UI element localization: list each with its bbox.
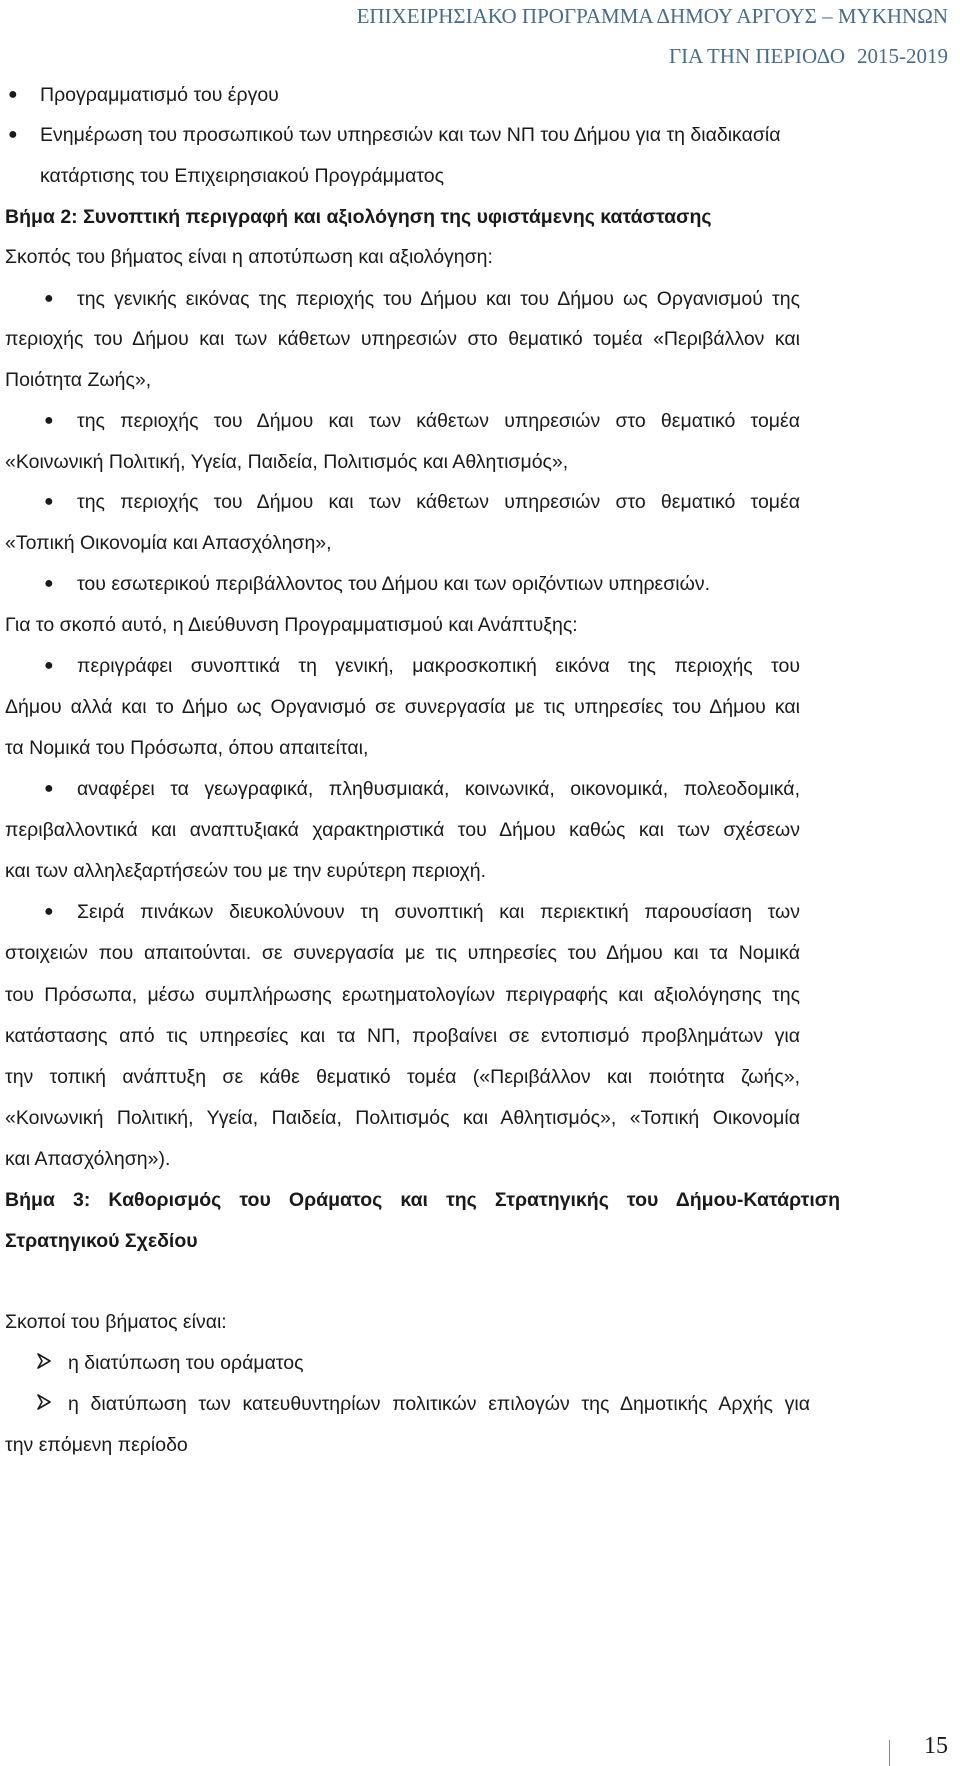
list-item-continuation: στοιχειών που απαιτούνται. σε συνεργασία με τις υπηρεσίες του Δήμου και τα Νομικά bbox=[5, 942, 800, 964]
list-item: της περιοχής του Δήμου και των κάθετων υπηρεσιών στο θεματικό τομέα bbox=[77, 410, 800, 432]
bullet-icon: ● bbox=[8, 86, 18, 103]
arrow-bullet-icon bbox=[36, 1394, 52, 1410]
list-item: περιγράφει συνοπτικά τη γενική, μακροσκοπική εικόνα της περιοχής του bbox=[77, 655, 800, 677]
list-item: Προγραμματισμό του έργου bbox=[40, 84, 279, 106]
paragraph-text: Για το σκοπό αυτό, η Διεύθυνση Προγραμματισμού και Ανάπτυξης: bbox=[5, 614, 578, 636]
paragraph-text: Σκοποί του βήματος είναι: bbox=[5, 1311, 227, 1333]
bullet-icon: ● bbox=[44, 493, 54, 510]
list-item-continuation: και των αλληλεξαρτήσεών του με την ευρύτερη περιοχή. bbox=[5, 860, 487, 882]
section-heading-continuation: Στρατηγικού Σχεδίου bbox=[5, 1230, 198, 1252]
list-item-continuation: περιοχής του Δήμου και των κάθετων υπηρεσιών στο θεματικό τομέα «Περιβάλλον και bbox=[5, 328, 800, 350]
list-item-continuation: και Απασχόληση»). bbox=[5, 1148, 171, 1170]
bullet-icon: ● bbox=[44, 412, 54, 429]
list-item-continuation: περιβαλλοντικά και αναπτυξιακά χαρακτηριστικά του Δήμου καθώς και των σχέσεων bbox=[5, 819, 800, 841]
bullet-icon: ● bbox=[44, 575, 54, 592]
list-item: αναφέρει τα γεωγραφικά, πληθυσμιακά, κοινωνικά, οικονομικά, πολεοδομικά, bbox=[77, 778, 800, 800]
bullet-icon: ● bbox=[44, 290, 54, 307]
arrow-bullet-icon bbox=[36, 1353, 52, 1369]
header-period bbox=[669, 44, 948, 69]
list-item: της γενικής εικόνας της περιοχής του Δήμου και του Δήμου ως Οργανισμού της bbox=[77, 288, 800, 310]
list-item-continuation: κατάστασης από τις υπηρεσίες και τα ΝΠ, προβαίνει σε εντοπισμό προβλημάτων για bbox=[5, 1025, 800, 1047]
list-item-continuation: Δήμου αλλά και το Δήμο ως Οργανισμό σε συνεργασία με τις υπηρεσίες του Δήμου και bbox=[5, 696, 800, 718]
list-item: της περιοχής του Δήμου και των κάθετων υπηρεσιών στο θεματικό τομέα bbox=[77, 491, 800, 513]
list-item-continuation: την επόμενη περίοδο bbox=[5, 1434, 188, 1456]
list-item-continuation: την τοπική ανάπτυξη σε κάθε θεματικό τομέα («Περιβάλλον και ποιότητα ζωής», bbox=[5, 1066, 800, 1088]
list-item-continuation: «Τοπική Οικονομία και Απασχόληση», bbox=[5, 532, 332, 554]
bullet-icon: ● bbox=[44, 903, 54, 920]
list-item-continuation: τα Νομικά του Πρόσωπα, όπου απαιτείται, bbox=[5, 737, 369, 759]
list-item: Σειρά πινάκων διευκολύνουν τη συνοπτική και περιεκτική παρουσίαση των bbox=[77, 901, 800, 923]
list-item: η διατύπωση των κατευθυντηρίων πολιτικών επιλογών της Δημοτικής Αρχής για bbox=[68, 1393, 810, 1415]
header-years: 2015-2019 bbox=[857, 44, 948, 68]
header-title: ΕΠΙΧΕΙΡΗΣΙΑΚΟ ΠΡΟΓΡΑΜΜΑ ΔΗΜΟΥ ΑΡΓΟΥΣ – ΜΥΚΗΝΩΝ bbox=[356, 4, 948, 28]
list-item: του εσωτερικού περιβάλλοντος του Δήμου και των οριζόντιων υπηρεσιών. bbox=[77, 573, 710, 595]
header-period-label: ΓΙΑ ΤΗΝ ΠΕΡΙΟΔΟ bbox=[668, 44, 845, 68]
paragraph-text: Σκοπός του βήματος είναι η αποτύπωση και αξιολόγηση: bbox=[5, 246, 493, 268]
bullet-icon: ● bbox=[8, 126, 18, 143]
list-item: Ενημέρωση του προσωπικού των υπηρεσιών και των ΝΠ του Δήμου για τη διαδικασία bbox=[40, 124, 781, 146]
section-heading: Βήμα 3: Καθορισμός του Οράματος και της Στρατηγικής του Δήμου-Κατάρτιση bbox=[5, 1189, 840, 1211]
list-item-continuation: «Κοινωνική Πολιτική, Υγεία, Παιδεία, Πολιτισμός και Αθλητισμός», bbox=[5, 451, 569, 473]
page-number: 15 bbox=[924, 1733, 948, 1759]
list-item: η διατύπωση του οράματος bbox=[68, 1352, 304, 1374]
section-heading: Βήμα 2: Συνοπτική περιγραφή και αξιολόγηση της υφιστάμενης κατάστασης bbox=[5, 206, 712, 228]
bullet-icon: ● bbox=[44, 657, 54, 674]
list-item-continuation: Ποιότητα Ζωής», bbox=[5, 369, 152, 391]
list-item-continuation: του Πρόσωπα, μέσω συμπλήρωσης ερωτηματολογίων περιγραφής και αξιολόγησης της bbox=[5, 984, 800, 1006]
list-item-continuation: κατάρτισης του Επιχειρησιακού Προγράμματος bbox=[40, 165, 445, 187]
list-item-continuation: «Κοινωνική Πολιτική, Υγεία, Παιδεία, Πολιτισμός και Αθλητισμός», «Τοπική Οικονομία bbox=[5, 1107, 800, 1129]
bullet-icon: ● bbox=[44, 780, 54, 797]
